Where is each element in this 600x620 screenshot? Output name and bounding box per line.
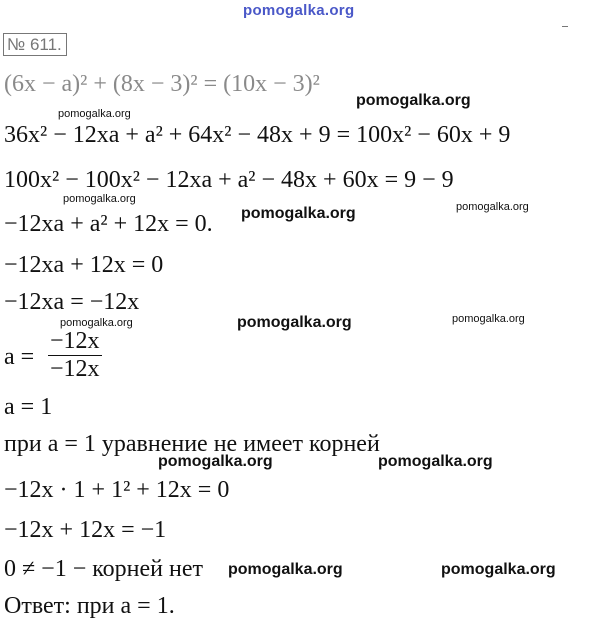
watermark: pomogalka.org bbox=[237, 314, 352, 331]
watermark: pomogalka.org bbox=[63, 193, 136, 205]
task-number-badge: № 611. bbox=[3, 33, 67, 56]
equation-line-8: a = 1 bbox=[4, 394, 53, 420]
fraction-denominator: −12x bbox=[50, 356, 100, 382]
watermark: pomogalka.org bbox=[456, 201, 529, 213]
watermark: pomogalka.org bbox=[158, 453, 273, 470]
equation-line-5: −12xa + 12x = 0 bbox=[4, 252, 164, 278]
watermark: pomogalka.org bbox=[441, 561, 556, 578]
corner-mark bbox=[562, 26, 568, 27]
watermark: pomogalka.org bbox=[356, 92, 471, 109]
watermark: pomogalka.org bbox=[241, 205, 356, 222]
equation-line-9: при a = 1 уравнение не имеет корней bbox=[4, 431, 380, 457]
fraction bbox=[48, 328, 102, 383]
equation-line-1: (6x − a)² + (8x − 3)² = (10x − 3)² bbox=[4, 71, 320, 97]
watermark-top: pomogalka.org bbox=[243, 2, 355, 19]
equation-line-10: −12x · 1 + 1² + 12x = 0 bbox=[4, 477, 230, 503]
fraction-numerator: −12x bbox=[50, 328, 100, 354]
watermark: pomogalka.org bbox=[60, 317, 133, 329]
watermark: pomogalka.org bbox=[58, 108, 131, 120]
equation-line-7-prefix: a = bbox=[4, 344, 35, 370]
watermark: pomogalka.org bbox=[378, 453, 493, 470]
equation-line-3: 100x² − 100x² − 12xa + a² − 48x + 60x = 9 − 9 bbox=[4, 167, 454, 193]
equation-line-6: −12xa = −12x bbox=[4, 289, 140, 315]
watermark: pomogalka.org bbox=[452, 313, 525, 325]
equation-line-2: 36x² − 12xa + a² + 64x² − 48x + 9 = 100x² − 60x + 9 bbox=[4, 122, 511, 148]
answer-line: Ответ: при a = 1. bbox=[4, 593, 175, 619]
watermark: pomogalka.org bbox=[228, 561, 343, 578]
equation-line-12: 0 ≠ −1 − корней нет bbox=[4, 556, 204, 582]
equation-line-11: −12x + 12x = −1 bbox=[4, 517, 167, 543]
equation-line-4: −12xa + a² + 12x = 0. bbox=[4, 211, 213, 237]
